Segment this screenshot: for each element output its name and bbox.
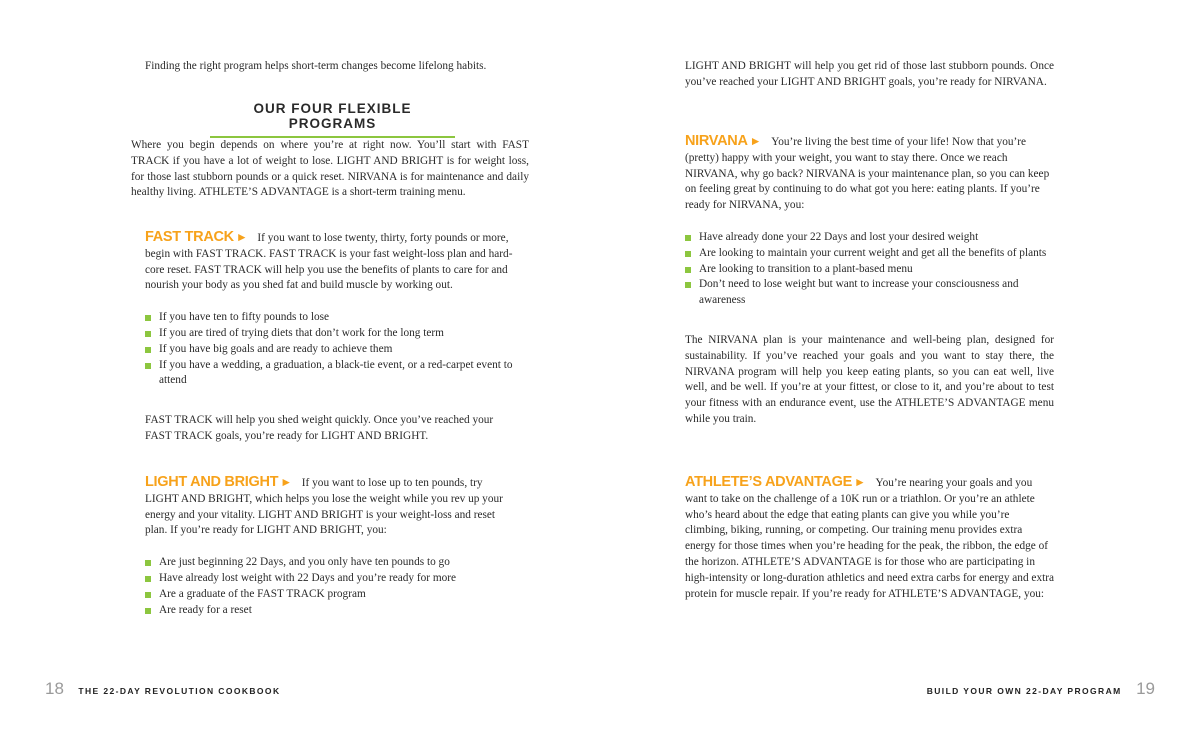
programs-overview: Where you begin depends on where you’re at right now. You’ll start with FAST TRACK if you have a lot of weight to lose. LIGHT AND BRIGHT is for weight loss, for those last stubborn pounds or a quick reset. NIRVANA is for maintenance and daily healthy living. ATHLETE’S ADVANTAGE is a short-term training menu. <box>131 139 529 199</box>
right-page <box>600 0 1200 742</box>
bullet-square-icon <box>685 267 691 273</box>
left-footer <box>45 679 280 699</box>
fast-track-body: If you want to lose twenty, thirty, forty pounds or more, begin with FAST TRACK. FAST TRACK is your fast weight-loss plan and hard-core reset. FAST TRACK will help you use the benefits of plants to care for and nourish your body as you shed fat and build muscle by working out. <box>145 232 513 292</box>
light-bright-body: If you want to lose up to ten pounds, try LIGHT AND BRIGHT, which helps you lose the weight while you rev up your energy and your vitality. LIGHT AND BRIGHT is your weight-loss and reset plan. If you’re ready for LIGHT AND BRIGHT, you: <box>145 477 503 537</box>
light-bright-heading: LIGHT AND BRIGHT ► <box>145 474 292 490</box>
list-item: Are looking to maintain your current weight and get all the benefits of plants <box>685 246 1054 262</box>
list-item: Are looking to transition to a plant-based menu <box>685 262 1054 278</box>
intro-line: Finding the right program helps short-term changes become lifelong habits. <box>145 60 487 72</box>
page-number: 18 <box>45 679 64 698</box>
list-item: Don’t need to lose weight but want to increase your consciousness and awareness <box>685 277 1054 309</box>
fast-track-heading: FAST TRACK ► <box>145 229 248 245</box>
nirvana-bullets <box>685 230 1054 309</box>
fast-track-bullets <box>145 310 517 389</box>
section-title: OUR FOUR FLEXIBLE PROGRAMS <box>210 101 455 138</box>
list-item: If you have ten to fifty pounds to lose <box>145 310 517 326</box>
running-head: THE 22-DAY REVOLUTION COOKBOOK <box>78 686 281 696</box>
nirvana-paragraph <box>685 134 1054 214</box>
right-footer <box>927 679 1155 699</box>
fast-track-section <box>145 230 517 445</box>
light-bright-paragraph <box>145 475 517 539</box>
fast-track-closing: FAST TRACK will help you shed weight quickly. Once you’ve reached your FAST TRACK goals, you’re ready for LIGHT AND BRIGHT. <box>145 414 494 442</box>
carryover-paragraph: LIGHT AND BRIGHT will help you get rid of those last stubborn pounds. Once you’ve reached your LIGHT AND BRIGHT goals, you’re ready for NIRVANA. <box>685 60 1054 88</box>
running-head: BUILD YOUR OWN 22-DAY PROGRAM <box>926 686 1122 696</box>
list-item: Are a graduate of the FAST TRACK program <box>145 587 517 603</box>
bullet-square-icon <box>685 235 691 241</box>
list-item: If you are tired of trying diets that don’t work for the long term <box>145 326 517 342</box>
athletes-body: You’re nearing your goals and you want to take on the challenge of a 10K run or a triathlon. Or you’re an athlete who’s heard about the edge that eating plants can give you while you’re climbing, biking, running, or competing. Our training menu provides extra energy for those times when you’re heading for the peak, the ribbon, the edge of the horizon. ATHLETE’S ADVANTAGE is for those who are participating in high-intensity or long-duration athletics and need extra carbs for energy and extra protein for muscle repair. If you’re ready for ATHLETE’S ADVANTAGE, you: <box>685 477 1055 600</box>
arrow-right-icon: ► <box>235 230 248 244</box>
light-bright-section <box>145 475 517 618</box>
nirvana-body: You’re living the best time of your life! Now that you’re (pretty) happy with your weight, you want to stay there. Once we reach NIRVANA, why go back? NIRVANA is your maintenance plan, so you can keep on feeling great by continuing to do what got you here: eating plants. If you’re ready for NIRVANA, you: <box>685 136 1050 212</box>
bullet-square-icon <box>145 592 151 598</box>
light-bright-bullets <box>145 555 517 618</box>
arrow-right-icon: ► <box>853 475 866 489</box>
bullet-square-icon <box>145 608 151 614</box>
bullet-square-icon <box>145 363 151 369</box>
arrow-right-icon: ► <box>749 134 762 148</box>
arrow-right-icon: ► <box>280 475 292 489</box>
list-item: If you have a wedding, a graduation, a black-tie event, or a red-carpet event to attend <box>145 358 517 390</box>
athletes-heading: ATHLETE’S ADVANTAGE ► <box>685 474 866 490</box>
bullet-square-icon <box>145 560 151 566</box>
list-item: Are just beginning 22 Days, and you only have ten pounds to go <box>145 555 517 571</box>
bullet-square-icon <box>685 251 691 257</box>
nirvana-closing: The NIRVANA plan is your maintenance and well-being plan, designed for sustainability. If you’ve reached your goals and you want to stay there, the NIRVANA program will help you keep eating plants, so you can eat well, live well, and be well. If you’re at your fittest, or close to it, and you’re about to test your fitness with an endurance event, use the ATHLETE’S ADVANTAGE menu while you train. <box>685 333 1054 425</box>
nirvana-section <box>685 134 1054 428</box>
list-item: Have already lost weight with 22 Days and you’re ready for more <box>145 571 517 587</box>
list-item: Have already done your 22 Days and lost your desired weight <box>685 230 1054 246</box>
athletes-section <box>685 475 1054 602</box>
list-item: If you have big goals and are ready to achieve them <box>145 342 517 358</box>
athletes-paragraph <box>685 475 1054 602</box>
bullet-square-icon <box>145 576 151 582</box>
bullet-square-icon <box>145 347 151 353</box>
fast-track-paragraph <box>145 230 517 294</box>
bullet-square-icon <box>145 315 151 321</box>
bullet-square-icon <box>145 331 151 337</box>
page-number: 19 <box>1136 679 1155 698</box>
list-item: Are ready for a reset <box>145 603 517 619</box>
bullet-square-icon <box>685 282 691 288</box>
nirvana-heading: NIRVANA ► <box>685 133 762 149</box>
